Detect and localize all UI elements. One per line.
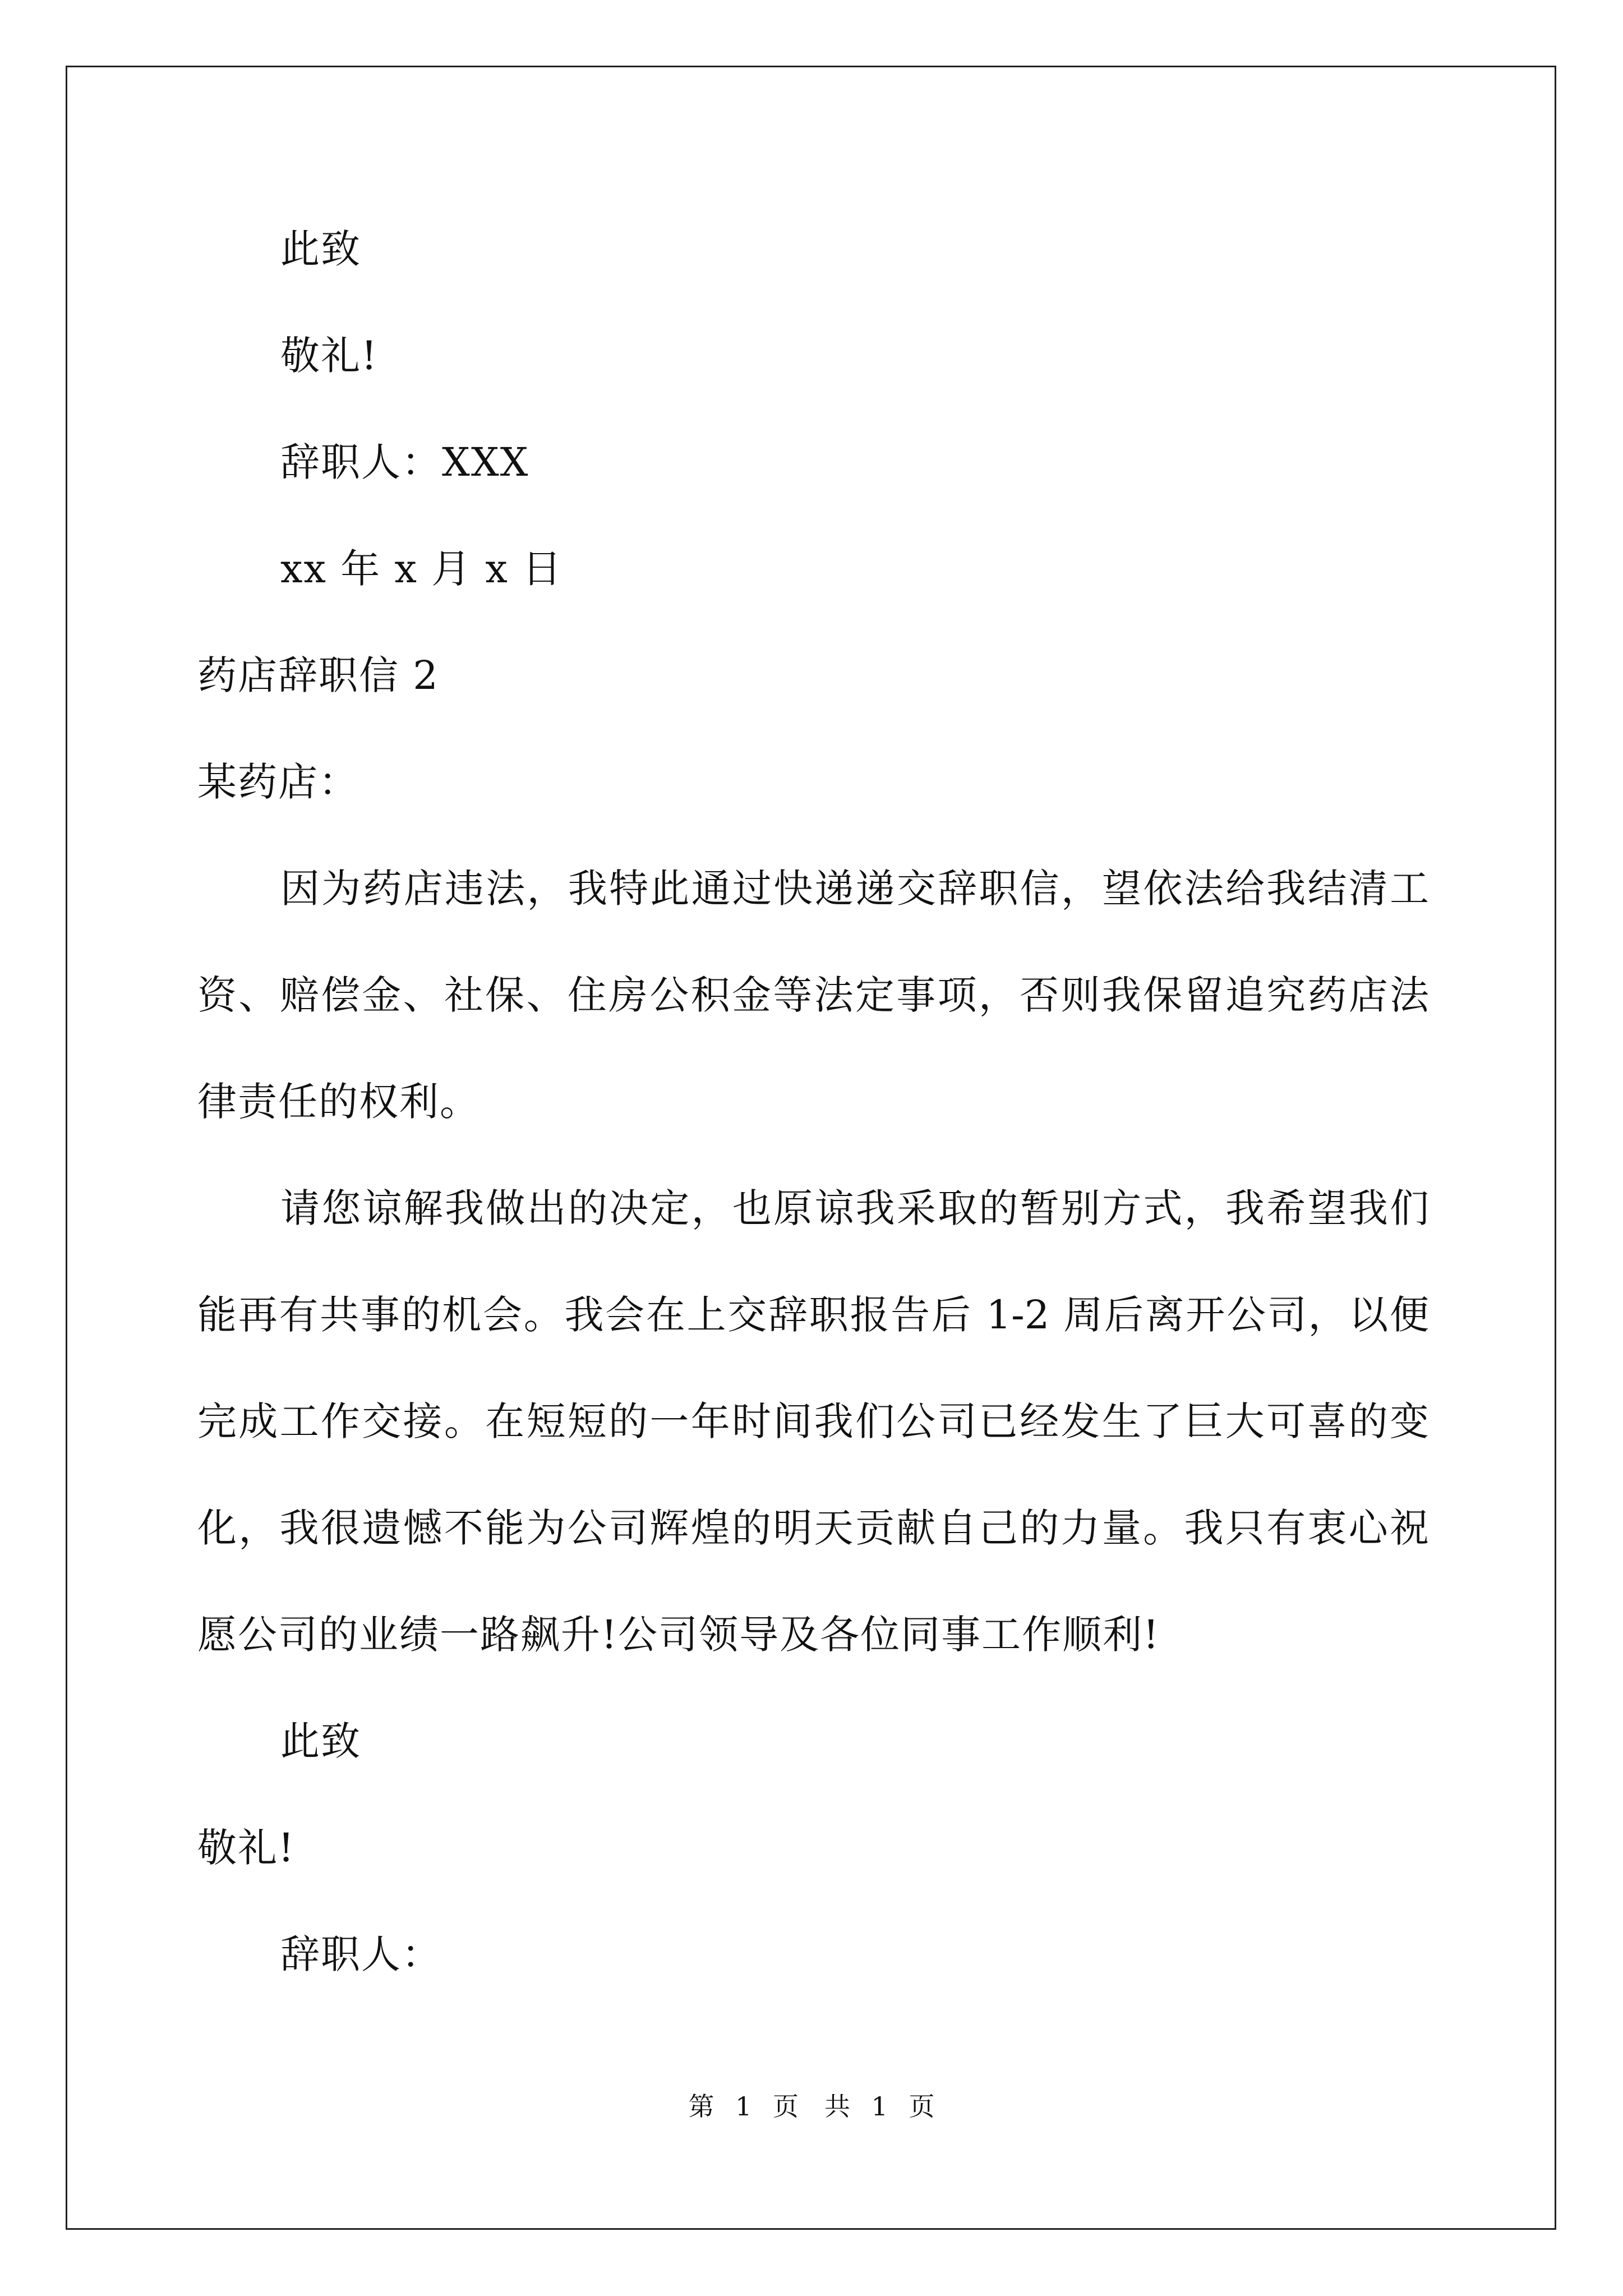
closing-date: xx 年 x 月 x 日 [280, 546, 563, 592]
paragraph-1-line: 资、赔偿金、社保、住房公积金等法定事项，否则我保留追究药店法 [197, 972, 1429, 1018]
paragraph-2-line: 能再有共事的机会。我会在上交辞职报告后 1-2 周后离开公司，以便 [197, 1292, 1429, 1338]
closing-signer: 辞职人：XXX [280, 439, 529, 485]
page-footer: 第 1 页 共 1 页 [688, 2091, 935, 2122]
page-border [66, 66, 1556, 2230]
letter-regards: 敬礼! [197, 1825, 296, 1871]
letter-title: 药店辞职信 2 [197, 652, 439, 698]
paragraph-2-line: 请您谅解我做出的决定，也原谅我采取的暂别方式，我希望我们 [280, 1185, 1429, 1231]
paragraph-2-line: 化，我很遗憾不能为公司辉煌的明天贡献自己的力量。我只有衷心祝 [197, 1505, 1429, 1551]
letter-salutation: 此致 [280, 1718, 361, 1764]
paragraph-1-line: 律责任的权利。 [197, 1079, 480, 1125]
paragraph-2-line: 愿公司的业绩一路飙升!公司领导及各位同事工作顺利! [197, 1612, 1160, 1658]
closing-salutation: 此致 [280, 226, 361, 272]
paragraph-1-line: 因为药店违法，我特此通过快递递交辞职信，望依法给我结清工 [280, 866, 1429, 912]
letter-signer: 辞职人： [280, 1931, 442, 1977]
letter-recipient: 某药店： [197, 759, 359, 805]
closing-regards: 敬礼! [280, 333, 379, 379]
paragraph-2-line: 完成工作交接。在短短的一年时间我们公司已经发生了巨大可喜的变 [197, 1398, 1429, 1444]
